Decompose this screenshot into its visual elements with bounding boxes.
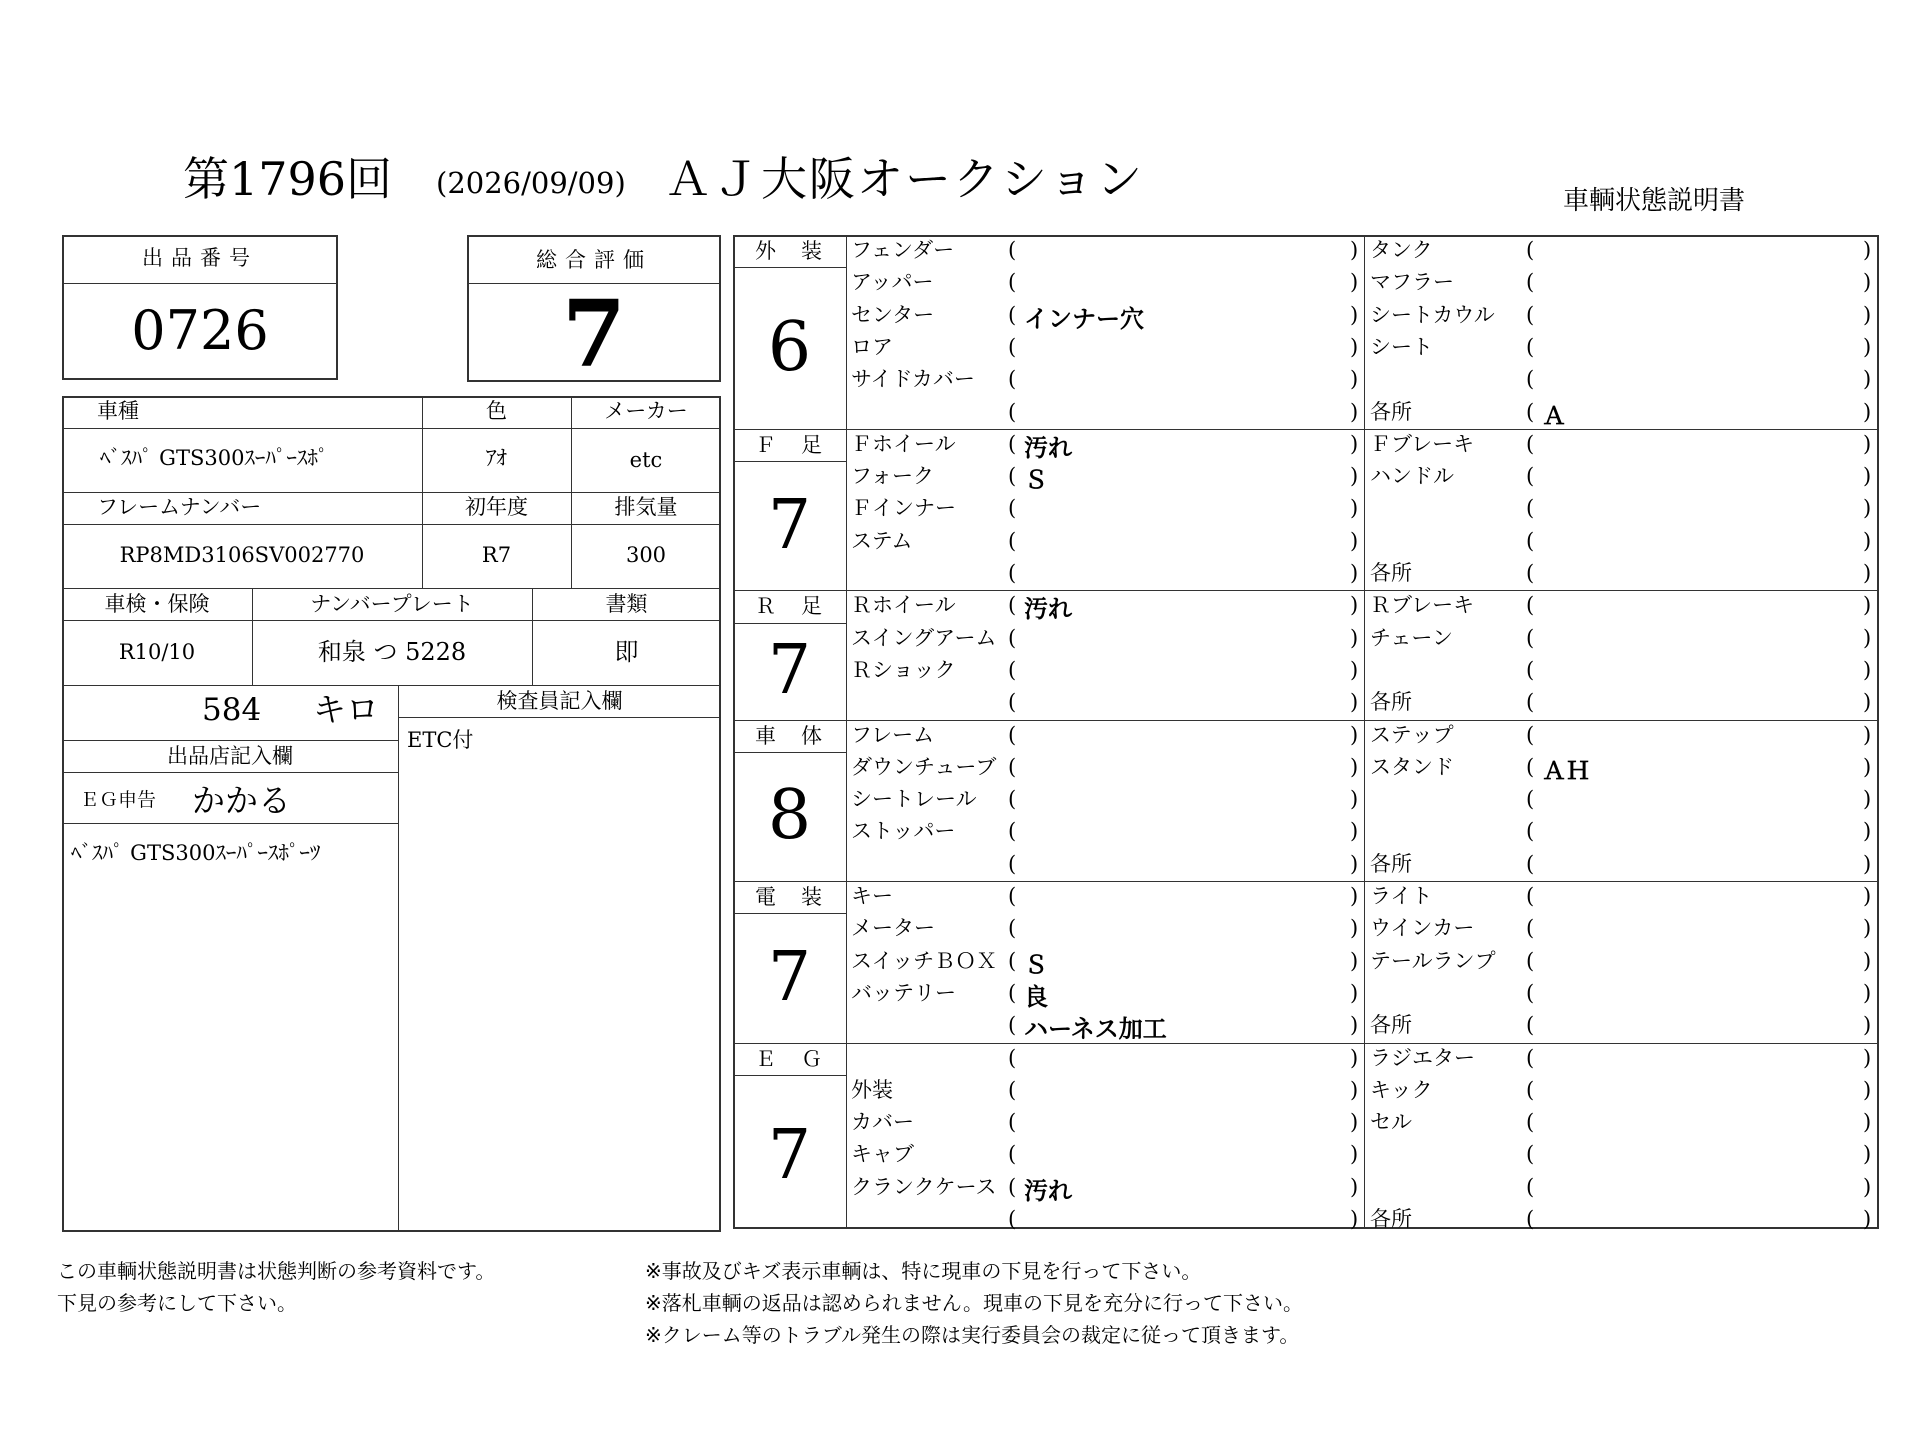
item-label: Ｒブレーキ xyxy=(1370,593,1475,618)
item-label: フレーム xyxy=(851,722,935,747)
paren-open: ( xyxy=(1008,1045,1017,1070)
paren-close: ) xyxy=(1863,787,1872,812)
paren-close: ) xyxy=(1350,334,1359,359)
section-score: 7 xyxy=(767,937,812,1017)
paren-close: ) xyxy=(1350,980,1359,1005)
item-label: セル xyxy=(1370,1110,1412,1135)
paren-close: ) xyxy=(1863,399,1872,424)
paren-open: ( xyxy=(1008,334,1017,359)
paren-open: ( xyxy=(1526,528,1535,553)
paren-open: ( xyxy=(1008,464,1017,489)
paren-open: ( xyxy=(1008,787,1017,812)
item-label: テールランプ xyxy=(1370,948,1496,973)
paren-open: ( xyxy=(1526,819,1535,844)
item-label: ストッパー xyxy=(851,819,956,844)
paren-open: ( xyxy=(1008,819,1017,844)
paren-open: ( xyxy=(1526,1142,1535,1167)
item-label: 各所 xyxy=(1370,561,1412,585)
paren-close: ) xyxy=(1863,690,1872,715)
paren-open: ( xyxy=(1008,948,1017,973)
item-value: ハーネス加工 xyxy=(1024,1015,1167,1044)
paren-close: ) xyxy=(1863,464,1872,489)
lot-number-label: 出品番号 xyxy=(142,246,258,270)
paren-close: ) xyxy=(1350,399,1359,424)
paren-close: ) xyxy=(1863,496,1872,521)
paren-close: ) xyxy=(1863,334,1872,359)
paren-close: ) xyxy=(1350,528,1359,553)
item-label: 各所 xyxy=(1370,690,1412,715)
item-label: ダウンチューブ xyxy=(851,754,997,779)
paren-close: ) xyxy=(1350,496,1359,521)
item-label: マフラー xyxy=(1370,270,1454,295)
paren-open: ( xyxy=(1008,367,1017,392)
paren-close: ) xyxy=(1350,625,1359,650)
auction-name: ＡＪ大阪オークション xyxy=(665,152,1145,206)
license-plate: 和泉 つ 5228 xyxy=(317,638,467,666)
paren-open: ( xyxy=(1526,464,1535,489)
paren-close: ) xyxy=(1863,431,1872,456)
paren-open: ( xyxy=(1008,1077,1017,1102)
paren-close: ) xyxy=(1350,690,1359,715)
item-label: クランクケース xyxy=(851,1174,997,1199)
vehicle-info-block xyxy=(62,396,721,1232)
paren-open: ( xyxy=(1008,270,1017,295)
seller-label: 出品店記入欄 xyxy=(167,744,293,768)
paren-close: ) xyxy=(1350,270,1359,295)
paren-close: ) xyxy=(1350,754,1359,779)
color-value: ｱｵ xyxy=(486,446,507,470)
session-number: 第1796回 xyxy=(183,152,393,206)
paren-open: ( xyxy=(1526,496,1535,521)
paren-open: ( xyxy=(1526,367,1535,392)
paren-close: ) xyxy=(1350,1013,1359,1038)
paren-open: ( xyxy=(1008,625,1017,650)
item-label: ラジエター xyxy=(1370,1045,1475,1070)
item-value: Ｓ xyxy=(1024,466,1048,495)
paren-open: ( xyxy=(1008,1142,1017,1167)
paren-open: ( xyxy=(1526,1207,1535,1231)
maker-label: メーカー xyxy=(604,399,688,423)
paren-open: ( xyxy=(1008,754,1017,779)
paren-close: ) xyxy=(1863,916,1872,941)
paren-close: ) xyxy=(1350,948,1359,973)
item-label: ウインカー xyxy=(1370,916,1475,941)
paren-close: ) xyxy=(1350,884,1359,908)
item-label: 各所 xyxy=(1370,1013,1412,1038)
paren-open: ( xyxy=(1526,948,1535,973)
footer-note-1: この車輌状態説明書は状態判断の参考資料です。 xyxy=(57,1259,496,1283)
first-year-label: 初年度 xyxy=(465,495,528,519)
frame-number-label: フレームナンバー xyxy=(97,495,262,519)
paren-open: ( xyxy=(1008,657,1017,682)
item-value: 汚れ xyxy=(1024,595,1072,624)
paren-open: ( xyxy=(1526,916,1535,941)
paren-close: ) xyxy=(1863,1045,1872,1070)
paren-open: ( xyxy=(1008,238,1017,262)
paren-open: ( xyxy=(1008,1207,1017,1231)
item-value: インナー穴 xyxy=(1024,304,1144,333)
inspector-note: ETC付 xyxy=(407,728,474,752)
paren-close: ) xyxy=(1350,1045,1359,1070)
section-score: 7 xyxy=(767,631,812,711)
paren-open: ( xyxy=(1008,528,1017,553)
paren-open: ( xyxy=(1008,980,1017,1005)
paren-close: ) xyxy=(1350,431,1359,456)
seller-note: ﾍﾞｽﾊﾟ GTS300ｽｰﾊﾟｰｽﾎﾟｰﾂ xyxy=(71,841,321,865)
paren-open: ( xyxy=(1526,399,1535,424)
paren-close: ) xyxy=(1863,238,1872,262)
paren-open: ( xyxy=(1526,690,1535,715)
section-label: 車 体 xyxy=(755,723,824,748)
paren-open: ( xyxy=(1526,1045,1535,1070)
paren-open: ( xyxy=(1526,270,1535,295)
section-label: Ｆ 足 xyxy=(755,432,824,457)
paren-open: ( xyxy=(1526,1077,1535,1102)
item-label: センター xyxy=(851,302,935,327)
item-label: スイッチＢＯＸ xyxy=(851,948,998,973)
paren-close: ) xyxy=(1863,722,1872,747)
paren-close: ) xyxy=(1350,1077,1359,1102)
item-value: 汚れ xyxy=(1024,1176,1072,1205)
paren-close: ) xyxy=(1863,367,1872,392)
paren-close: ) xyxy=(1863,1174,1872,1199)
paren-close: ) xyxy=(1863,754,1872,779)
paren-close: ) xyxy=(1350,722,1359,747)
item-label: スイングアーム xyxy=(851,625,997,650)
documents-value: 即 xyxy=(614,638,639,666)
paren-close: ) xyxy=(1863,657,1872,682)
item-label: ライト xyxy=(1370,884,1433,908)
eg-declaration-label: ＥＧ申告 xyxy=(80,789,157,811)
item-label: シートカウル xyxy=(1370,302,1495,327)
item-label: Ｆブレーキ xyxy=(1370,431,1475,456)
paren-close: ) xyxy=(1350,819,1359,844)
documents-label: 書類 xyxy=(605,592,648,616)
paren-open: ( xyxy=(1008,690,1017,715)
item-label: ステム xyxy=(851,528,913,553)
item-label: 外装 xyxy=(851,1077,893,1102)
footer-notice-3: ※クレーム等のトラブル発生の際は実行委員会の裁定に従って頂きます。 xyxy=(645,1323,1300,1347)
mileage-unit: キロ xyxy=(313,690,379,729)
item-label: 各所 xyxy=(1370,1207,1412,1231)
paren-close: ) xyxy=(1350,367,1359,392)
overall-rating: 7 xyxy=(561,280,626,388)
eg-declaration-value: かかる xyxy=(192,781,291,820)
item-label: キャブ xyxy=(851,1142,914,1167)
overall-rating-label: 総合評価 xyxy=(536,248,652,272)
paren-open: ( xyxy=(1008,302,1017,327)
paren-close: ) xyxy=(1863,948,1872,973)
paren-close: ) xyxy=(1863,270,1872,295)
paren-open: ( xyxy=(1008,722,1017,747)
paren-open: ( xyxy=(1526,561,1535,585)
item-label: Ｒホイール xyxy=(851,593,956,618)
inspection-date: R10/10 xyxy=(118,640,196,664)
paren-open: ( xyxy=(1526,625,1535,650)
paren-close: ) xyxy=(1350,238,1359,262)
auction-date: (2026/09/09) xyxy=(436,166,626,200)
paren-open: ( xyxy=(1526,302,1535,327)
displacement: 300 xyxy=(625,543,667,567)
item-label: アッパー xyxy=(851,270,934,295)
paren-close: ) xyxy=(1863,1207,1872,1231)
section-score: 6 xyxy=(767,308,812,388)
displacement-label: 排気量 xyxy=(614,495,678,519)
item-label: カバー xyxy=(851,1110,914,1135)
footer-notice-2: ※落札車輌の返品は認められません。現車の下見を充分に行って下さい。 xyxy=(645,1291,1303,1315)
paren-close: ) xyxy=(1863,561,1872,585)
paren-open: ( xyxy=(1008,431,1017,456)
item-label: タンク xyxy=(1370,238,1433,262)
paren-open: ( xyxy=(1008,1013,1017,1038)
paren-open: ( xyxy=(1008,851,1017,876)
item-label: シート xyxy=(1370,334,1433,359)
paren-open: ( xyxy=(1526,722,1535,747)
paren-close: ) xyxy=(1863,625,1872,650)
model-value: ﾍﾞｽﾊﾟ GTS300ｽｰﾊﾟｰｽﾎﾟ xyxy=(100,446,329,470)
paren-close: ) xyxy=(1863,1142,1872,1167)
paren-open: ( xyxy=(1008,399,1017,424)
section-label: 外 装 xyxy=(755,239,824,263)
paren-open: ( xyxy=(1008,1110,1017,1135)
paren-open: ( xyxy=(1008,496,1017,521)
item-label: Ｆインナー xyxy=(851,496,956,521)
item-label: スタンド xyxy=(1370,754,1454,779)
paren-open: ( xyxy=(1526,593,1535,618)
item-value: Ｓ xyxy=(1024,950,1048,979)
paren-close: ) xyxy=(1350,464,1359,489)
item-value: ＡＨ xyxy=(1542,756,1590,785)
section-score: 7 xyxy=(767,1115,812,1195)
paren-open: ( xyxy=(1526,238,1535,262)
paren-open: ( xyxy=(1526,754,1535,779)
maker-value: etc xyxy=(629,448,663,472)
item-value: 良 xyxy=(1024,982,1048,1011)
paren-open: ( xyxy=(1526,431,1535,456)
model-label: 車種 xyxy=(97,399,139,423)
first-year: R7 xyxy=(481,543,512,567)
paren-close: ) xyxy=(1350,1142,1359,1167)
paren-close: ) xyxy=(1350,593,1359,618)
item-label: バッテリー xyxy=(851,980,956,1005)
paren-close: ) xyxy=(1350,302,1359,327)
section-score: 7 xyxy=(767,485,812,565)
paren-close: ) xyxy=(1350,787,1359,812)
paren-open: ( xyxy=(1526,1110,1535,1135)
paren-open: ( xyxy=(1008,884,1017,908)
section-label: Ｒ 足 xyxy=(755,594,824,619)
paren-close: ) xyxy=(1350,657,1359,682)
paren-close: ) xyxy=(1863,980,1872,1005)
item-label: フォーク xyxy=(851,464,934,489)
section-score: 8 xyxy=(767,776,812,856)
paren-open: ( xyxy=(1008,593,1017,618)
paren-close: ) xyxy=(1350,851,1359,876)
item-label: Ｆホイール xyxy=(851,431,956,456)
inspection-label: 車検・保険 xyxy=(104,592,210,616)
item-label: ハンドル xyxy=(1370,464,1454,489)
frame-number: RP8MD3106SV002770 xyxy=(119,543,365,567)
item-label: 各所 xyxy=(1370,851,1412,876)
paren-open: ( xyxy=(1526,334,1535,359)
paren-close: ) xyxy=(1350,1207,1359,1231)
item-label: キック xyxy=(1370,1077,1433,1102)
item-value: Ａ xyxy=(1542,401,1566,430)
item-label: 各所 xyxy=(1370,399,1412,424)
item-value: 汚れ xyxy=(1024,433,1072,462)
paren-close: ) xyxy=(1863,302,1872,327)
paren-open: ( xyxy=(1008,1174,1017,1199)
paren-close: ) xyxy=(1863,819,1872,844)
item-label: フェンダー xyxy=(851,238,955,262)
paren-close: ) xyxy=(1863,593,1872,618)
paren-open: ( xyxy=(1008,561,1017,585)
paren-close: ) xyxy=(1863,528,1872,553)
paren-open: ( xyxy=(1526,1013,1535,1038)
section-label: Ｅ Ｇ xyxy=(755,1046,824,1071)
color-label: 色 xyxy=(486,399,507,423)
paren-open: ( xyxy=(1526,884,1535,908)
item-label: ロア xyxy=(851,334,893,359)
item-label: キー xyxy=(851,884,893,908)
item-label: メーター xyxy=(851,916,935,941)
paren-open: ( xyxy=(1526,1174,1535,1199)
lot-number: 0726 xyxy=(131,299,269,362)
inspector-label: 検査員記入欄 xyxy=(496,689,623,713)
paren-close: ) xyxy=(1350,561,1359,585)
item-label: Ｒショック xyxy=(851,657,956,682)
paren-open: ( xyxy=(1008,916,1017,941)
paren-open: ( xyxy=(1526,657,1535,682)
item-label: サイドカバー xyxy=(851,367,975,392)
paren-close: ) xyxy=(1350,916,1359,941)
mileage: 584 xyxy=(202,692,262,728)
paren-close: ) xyxy=(1863,1110,1872,1135)
paren-close: ) xyxy=(1863,851,1872,876)
footer-note-2: 下見の参考にして下さい。 xyxy=(57,1291,297,1315)
item-label: ステップ xyxy=(1370,722,1454,747)
section-label: 電 装 xyxy=(755,885,824,909)
item-label: シートレール xyxy=(851,787,977,812)
paren-open: ( xyxy=(1526,980,1535,1005)
paren-close: ) xyxy=(1863,1013,1872,1038)
paren-close: ) xyxy=(1863,1077,1872,1102)
item-label: チェーン xyxy=(1370,625,1453,650)
paren-close: ) xyxy=(1350,1174,1359,1199)
footer-notice-1: ※事故及びキズ表示車輌は、特に現車の下見を行って下さい。 xyxy=(645,1259,1202,1283)
paren-close: ) xyxy=(1350,1110,1359,1135)
paren-open: ( xyxy=(1526,787,1535,812)
paren-close: ) xyxy=(1863,884,1872,908)
document-title: 車輌状態説明書 xyxy=(1563,186,1746,216)
paren-open: ( xyxy=(1526,851,1535,876)
plate-label: ナンバープレート xyxy=(310,592,474,616)
